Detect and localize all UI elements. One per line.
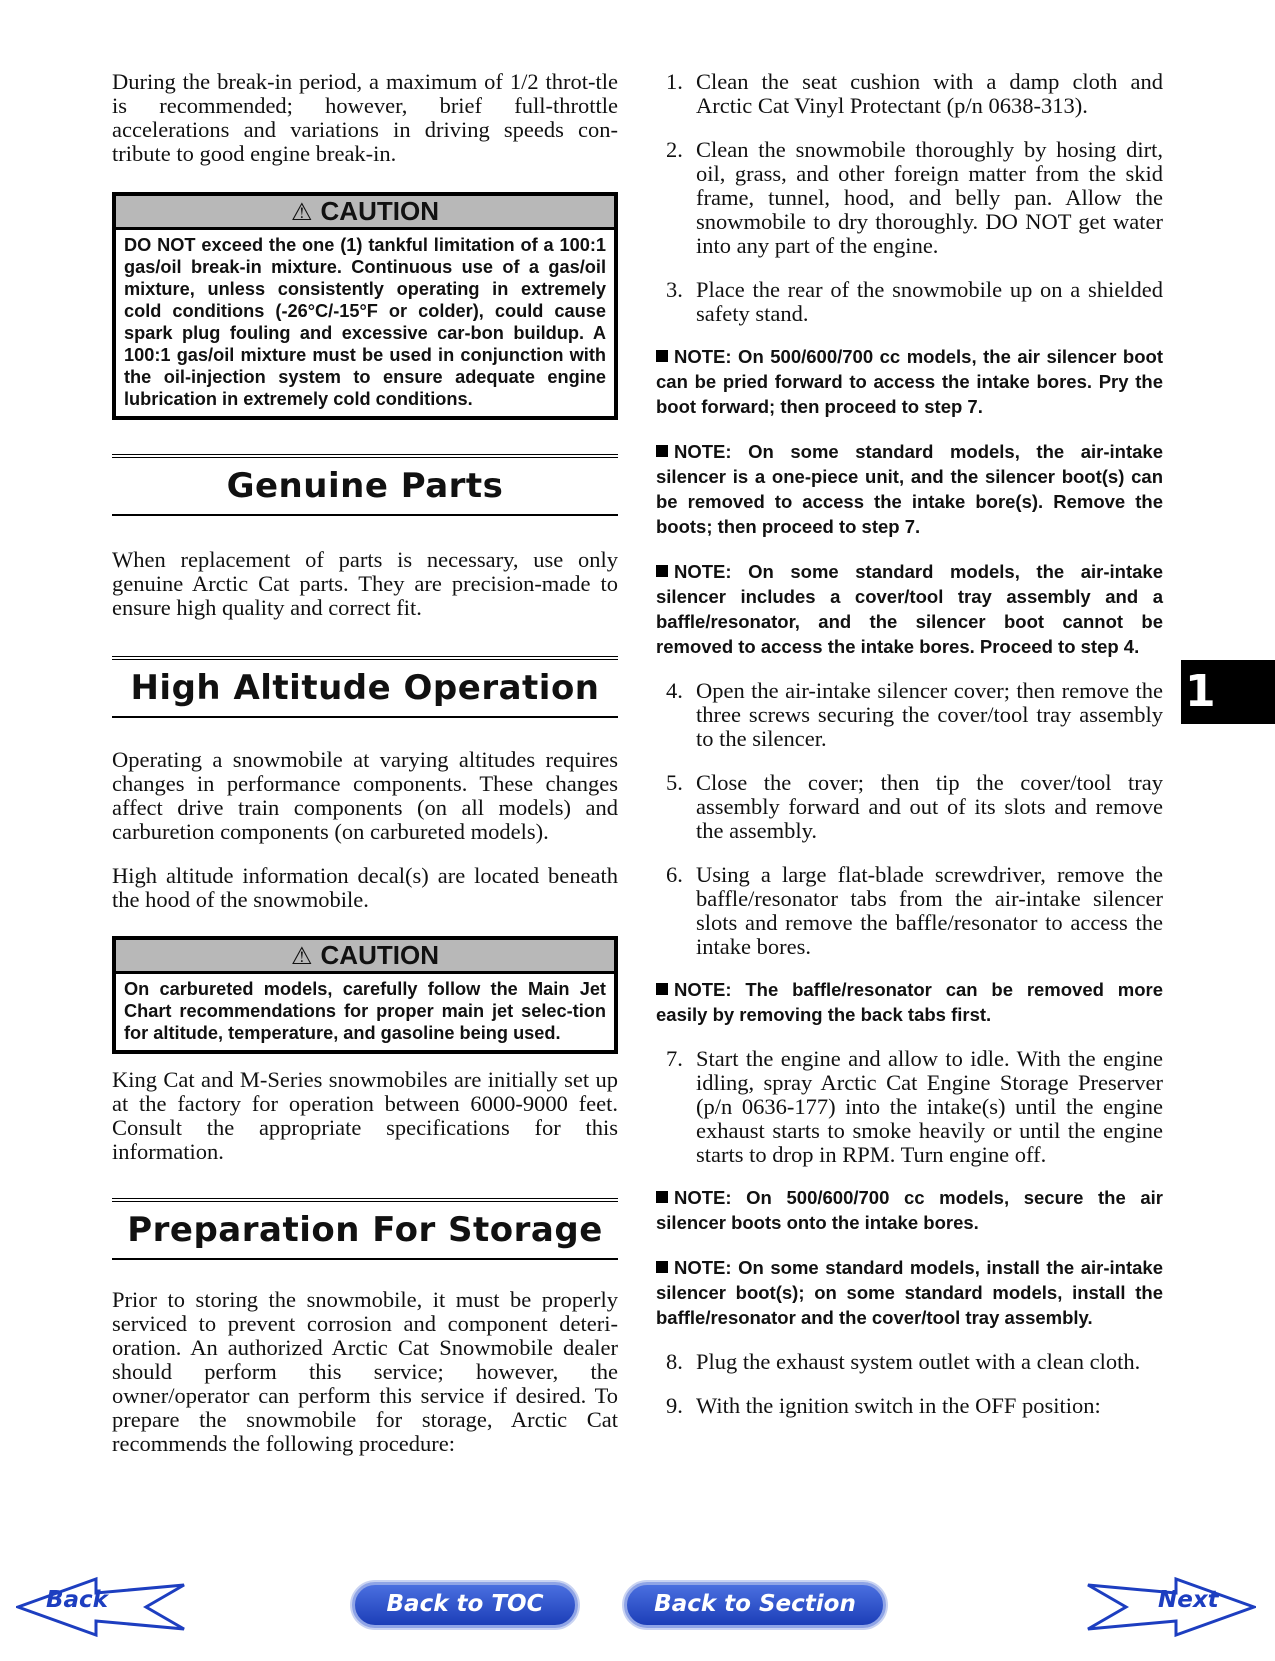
step-item — [656, 679, 1163, 751]
section-heading: High Altitude Operation — [130, 668, 600, 708]
caution-box-main-jet — [112, 936, 618, 1054]
note-text: NOTE: On 500/600/700 cc models, the air silencer boot can be pried forward to access the intake bores. Pry the boot forward; then proceed to step 7. — [656, 346, 1163, 417]
heading-rule — [112, 514, 618, 516]
caution-title: CAUTION — [320, 940, 439, 970]
back-link[interactable] — [16, 1575, 186, 1639]
note-bullet-icon — [656, 445, 668, 457]
genuine-parts-paragraph: When replacement of parts is necessary, use only genuine Arctic Cat parts. They are precision-made to ensure high quality and correct fit. — [112, 547, 618, 620]
king-cat-paragraph: King Cat and M-Series snowmobiles are initially set up at the factory for operation between 6000-9000 feet. Consult the appropriate specifications for this information. — [112, 1067, 618, 1164]
step-item — [656, 1394, 1163, 1418]
note-block — [656, 977, 1163, 1027]
step-number: 4. — [666, 678, 683, 703]
note-bullet-icon — [656, 1261, 668, 1273]
caution-text: On carbureted models, carefully follow the Main Jet Chart recommendations for proper main jet selec-tion for altitude, temperature, and gasoline being used. — [124, 979, 606, 1043]
step-item — [656, 771, 1163, 843]
step-item — [656, 863, 1163, 959]
step-number: 7. — [666, 1046, 683, 1071]
note-bullet-icon — [656, 983, 668, 995]
step-text: Plug the exhaust system outlet with a clean cloth. — [696, 1349, 1141, 1374]
step-number: 6. — [666, 862, 683, 887]
section-tab: 1 — [1181, 660, 1275, 724]
step-text: Close the cover; then tip the cover/tool tray assembly forward and out of its slots and remove the assembly. — [696, 770, 1163, 843]
storage-heading-block — [112, 1198, 618, 1260]
note-text: NOTE: On some standard models, install the air-intake silencer boot(s); on some standard models, install the baffle/resonator and the cover/tool tray assembly. — [656, 1257, 1163, 1328]
note-text: NOTE: On some standard models, the air-intake silencer includes a cover/tool tray assembly and a baffle/resonator, and the silencer boot cannot be removed to access the intake bores. Proceed to step 4. — [656, 561, 1163, 657]
note-block — [656, 1185, 1163, 1235]
note-block — [656, 439, 1163, 539]
note-bullet-icon — [656, 350, 668, 362]
note-bullet-icon — [656, 1191, 668, 1203]
step-number: 9. — [666, 1393, 683, 1418]
storage-paragraph: Prior to storing the snowmobile, it must be properly serviced to prevent corrosion and component deteri-oration. An authorized Arctic Cat Snowmobile dealer should perform this service; however, the owner/operator can perform this service if desired. To prepare the snowmobile for storage, Arctic Cat recommends the following procedure: — [112, 1287, 618, 1456]
storage-steps — [656, 1047, 1163, 1167]
caution-header — [116, 940, 614, 974]
high-altitude-paragraph-1: Operating a snowmobile at varying altitudes requires changes in performance components. These changes affect drive train components (on all models) and carburetion components (on carbureted models). — [112, 747, 618, 844]
next-label: Next — [1158, 1587, 1219, 1613]
back-to-toc-button[interactable]: Back to TOC — [352, 1582, 578, 1628]
note-text: NOTE: On 500/600/700 cc models, secure the air silencer boots onto the intake bores. — [656, 1187, 1163, 1233]
step-number: 5. — [666, 770, 683, 795]
step-number: 3. — [666, 277, 683, 302]
high-altitude-heading-block — [112, 656, 618, 718]
warning-triangle-icon: ⚠ — [291, 943, 313, 970]
break-in-paragraph: During the break-in period, a maximum of 1/2 throt-tle is recommended; however, brief full-throttle accelerations and variations in driving speeds con-tribute to good engine break-in. — [112, 69, 618, 166]
storage-steps — [656, 70, 1163, 326]
step-text: Clean the seat cushion with a damp cloth and Arctic Cat Vinyl Protectant (p/n 0638-313). — [696, 69, 1163, 118]
warning-triangle-icon: ⚠ — [291, 199, 313, 226]
step-item — [656, 278, 1163, 326]
step-item — [656, 1047, 1163, 1167]
next-link[interactable] — [1086, 1575, 1256, 1639]
step-text: With the ignition switch in the OFF position: — [696, 1393, 1101, 1418]
step-item — [656, 138, 1163, 258]
step-number: 1. — [666, 69, 683, 94]
back-label: Back — [46, 1587, 108, 1613]
note-block — [656, 559, 1163, 659]
note-block — [656, 344, 1163, 419]
section-heading: Genuine Parts — [226, 466, 504, 506]
note-bullet-icon — [656, 565, 668, 577]
step-text: Open the air-intake silencer cover; then remove the three screws securing the cover/tool tray assembly to the silencer. — [696, 678, 1163, 751]
step-number: 2. — [666, 137, 683, 162]
step-number: 8. — [666, 1349, 683, 1374]
high-altitude-paragraph-2: High altitude information decal(s) are located beneath the hood of the snowmobile. — [112, 863, 618, 912]
heading-rule — [112, 716, 618, 718]
step-item — [656, 70, 1163, 118]
caution-text: DO NOT exceed the one (1) tankful limitation of a 100:1 gas/oil break-in mixture. Continuous use of a gas/oil mixture, unless consistently operating in extremely cold conditions (-26°C/-15°F or colder), could cause spark plug fouling and excessive car-bon buildup. A 100:1 gas/oil mixture must be used in conjunction with the oil-injection system to ensure adequate engine lubrication in extremely cold conditions. — [124, 235, 606, 409]
storage-steps — [656, 679, 1163, 959]
step-text: Using a large flat-blade screwdriver, remove the baffle/resonator tabs from the air-intake silencer slots and remove the baffle/resonator to access the intake bores. — [696, 862, 1163, 959]
step-text: Start the engine and allow to idle. With the engine idling, spray Arctic Cat Engine Storage Preserver (p/n 0636-177) into the intake(s) until the engine exhaust starts to smoke heavily or until the engine starts to drop in RPM. Turn engine off. — [696, 1046, 1163, 1167]
note-block — [656, 1255, 1163, 1330]
note-text: NOTE: The baffle/resonator can be removed more easily by removing the back tabs first. — [656, 979, 1163, 1025]
section-heading: Preparation For Storage — [127, 1210, 603, 1250]
genuine-parts-heading-block — [112, 454, 618, 516]
step-text: Place the rear of the snowmobile up on a shielded safety stand. — [696, 277, 1163, 326]
storage-steps — [656, 1350, 1163, 1418]
note-text: NOTE: On some standard models, the air-intake silencer is a one-piece unit, and the silencer boot(s) can be removed to access the intake bore(s). Remove the boots; then proceed to step 7. — [656, 441, 1163, 537]
caution-box-break-in — [112, 192, 618, 420]
right-column — [656, 70, 1163, 1418]
step-text: Clean the snowmobile thoroughly by hosing dirt, oil, grass, and other foreign matter from the skid frame, tunnel, hood, and belly pan. Allow the snowmobile to dry thoroughly. DO NOT get water into any part of the engine. — [696, 137, 1163, 258]
caution-header — [116, 196, 614, 230]
left-column — [112, 70, 618, 1456]
step-item — [656, 1350, 1163, 1374]
heading-rule — [112, 1258, 618, 1260]
caution-title: CAUTION — [320, 196, 439, 226]
back-to-section-toc-button[interactable]: Back to Section TOC — [624, 1582, 886, 1628]
